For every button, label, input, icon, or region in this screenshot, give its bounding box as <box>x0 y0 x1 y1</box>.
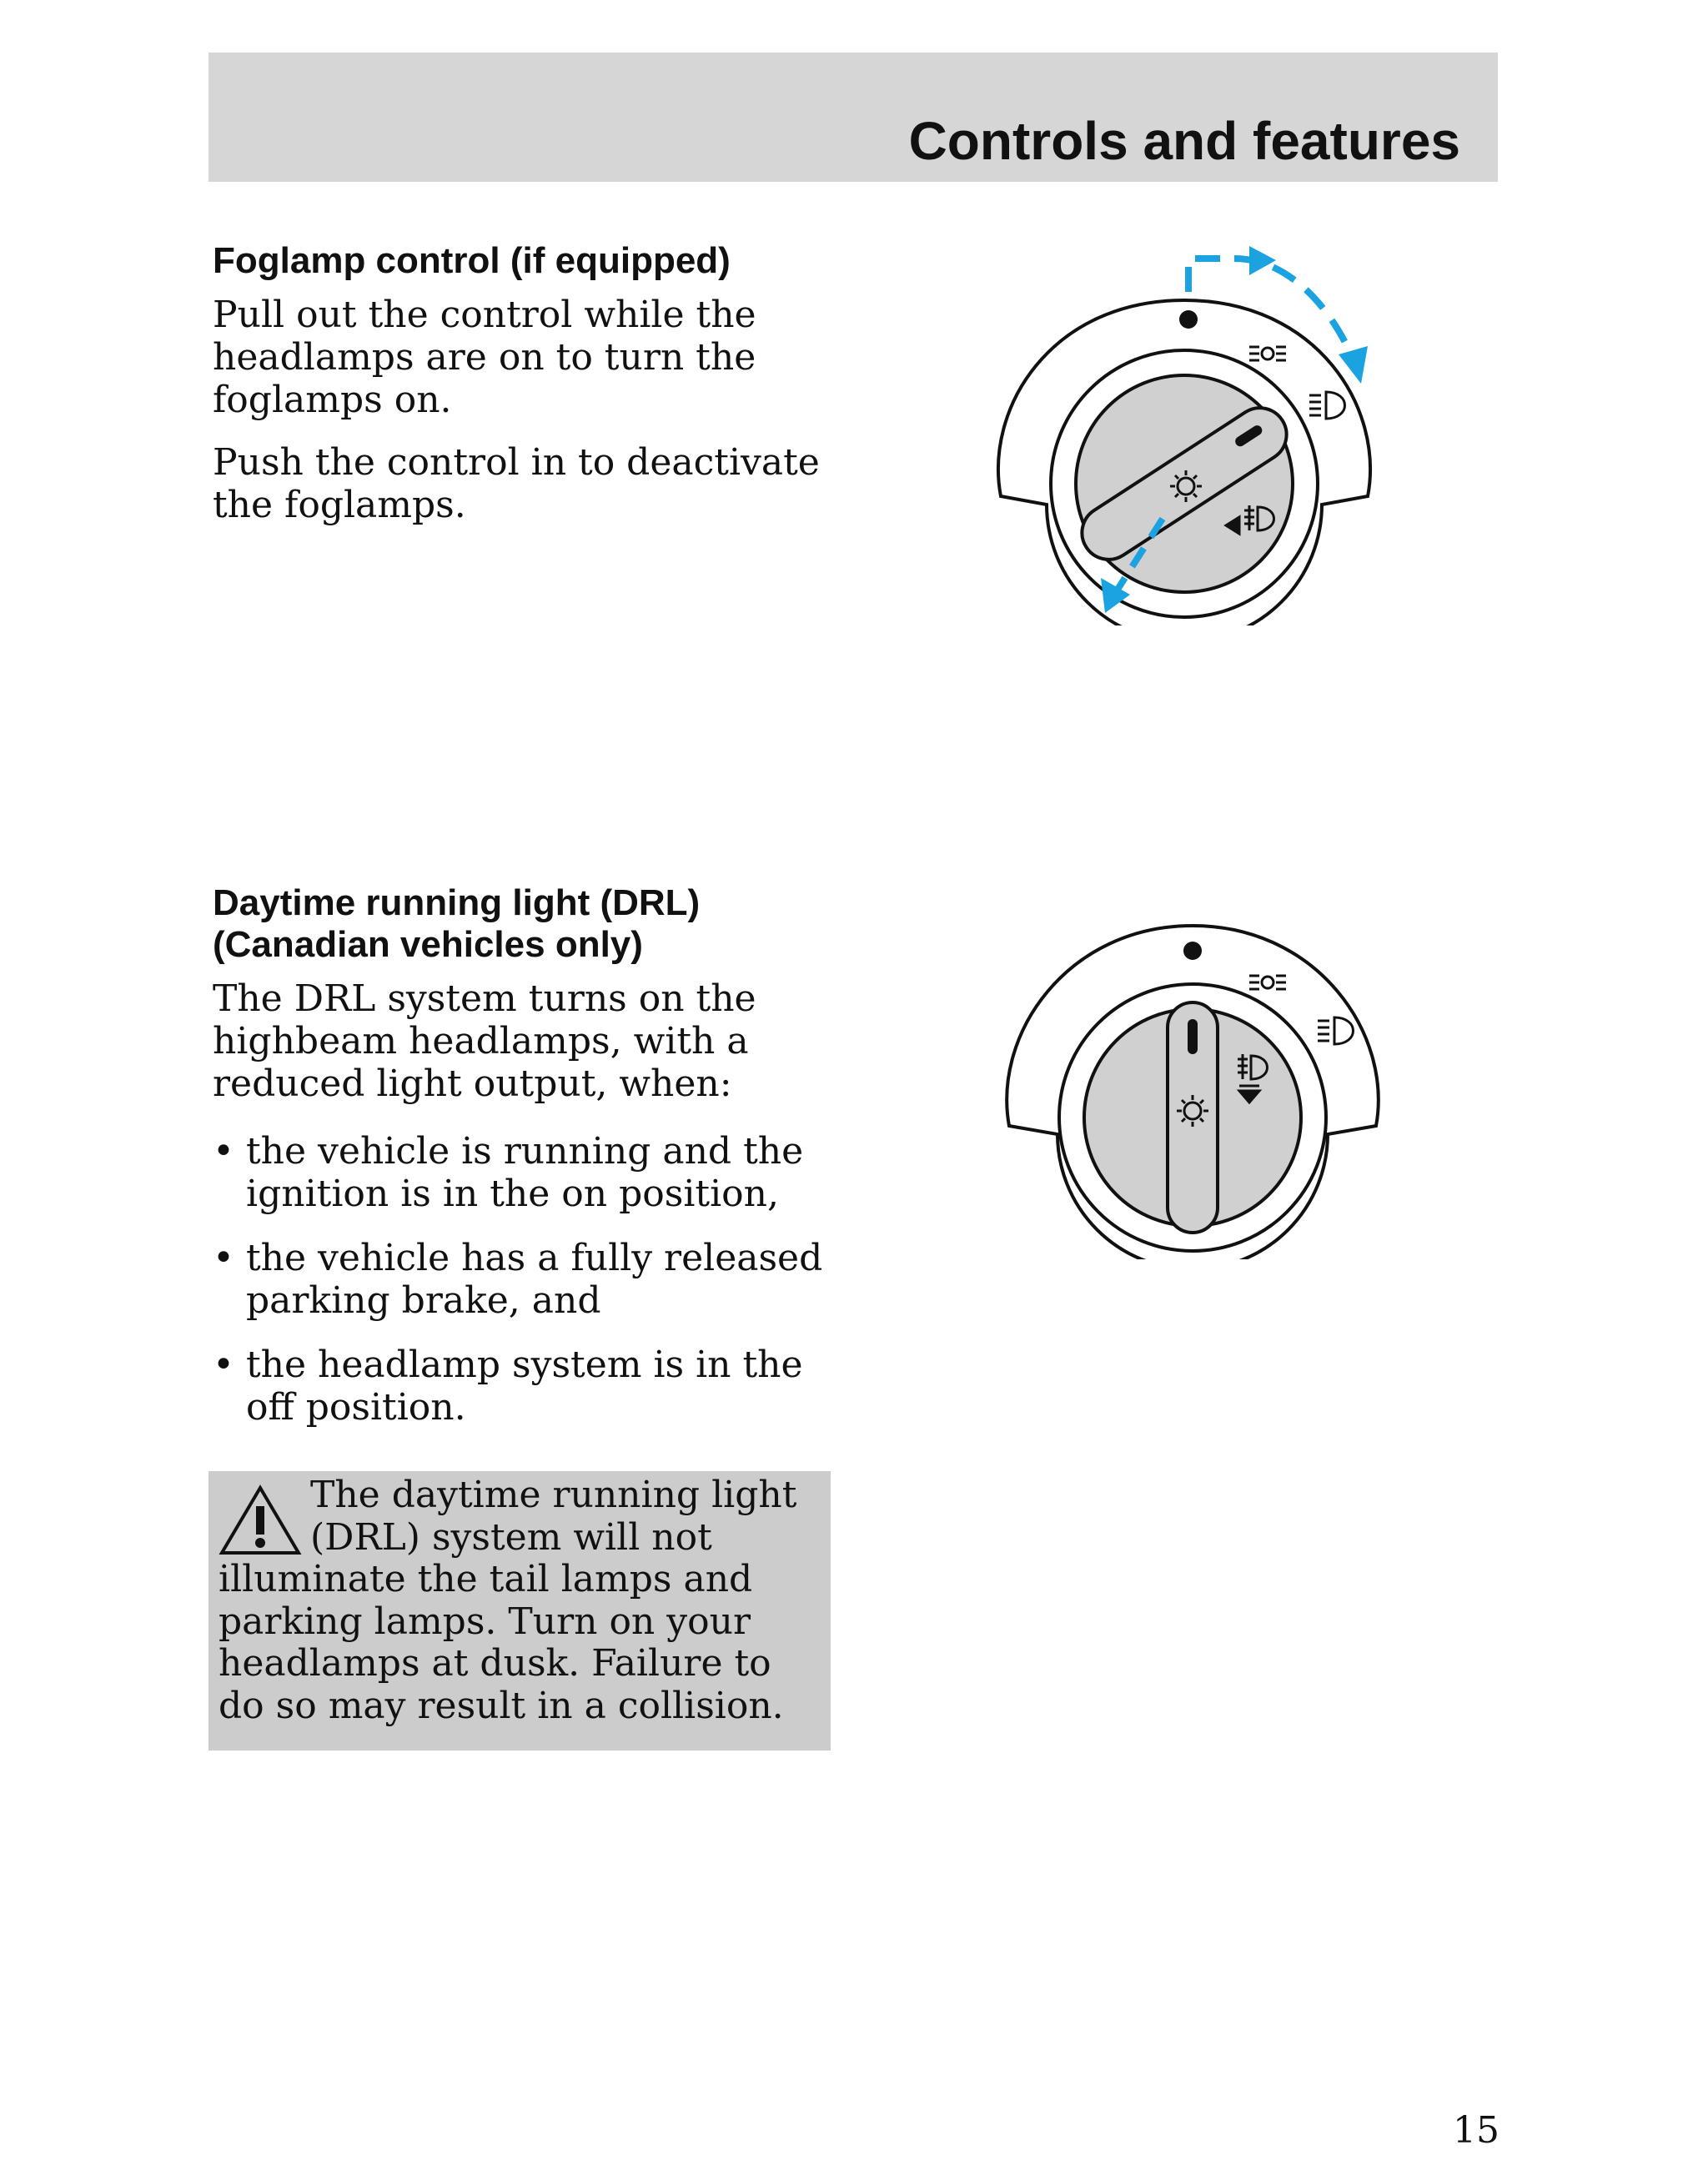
warning-triangle-icon <box>219 1484 302 1556</box>
drl-heading-line-2: (Canadian vehicles only) <box>213 924 643 965</box>
list-item-text: the vehicle is running and the ignition is in the on position, <box>246 1130 804 1215</box>
foglamp-paragraph-1: Pull out the control while the headlamps are on to turn the foglamps on. <box>213 294 756 421</box>
foglamp-heading: Foglamp control (if equipped) <box>213 240 731 281</box>
warning-text-block <box>219 1474 819 1727</box>
page-title: Controls and features <box>908 111 1460 171</box>
list-item: • the headlamp system is in the off position. <box>213 1344 803 1429</box>
warning-box <box>208 1471 831 1751</box>
drl-headlamp-control-figure <box>992 909 1409 1259</box>
list-item: • the vehicle has a fully released parking brake, and <box>213 1237 823 1322</box>
foglamp-section <box>213 240 846 546</box>
foglamp-paragraph-2: Push the control in to deactivate the foglamps. <box>213 441 820 526</box>
arrow-head-icon <box>1249 246 1276 275</box>
warning-text: The daytime running light (DRL) system will not illuminate the tail lamps and parking lamps. Turn on your headlamps at dusk. Failure to do so may result in a collision. <box>219 1474 797 1727</box>
page-number: 15 <box>1453 2109 1500 2152</box>
list-item-text: the vehicle has a fully released parking brake, and <box>246 1237 823 1322</box>
drl-conditions-list <box>213 1130 846 1429</box>
header-bar <box>208 53 1498 182</box>
drl-intro: The DRL system turns on the highbeam headlamps, with a reduced light output, when: <box>213 977 756 1105</box>
drl-section <box>213 882 846 1450</box>
foglamp-control-figure <box>984 242 1401 625</box>
list-item-text: the headlamp system is in the off position. <box>246 1344 803 1429</box>
drl-heading-line-1: Daytime running light (DRL) <box>213 882 701 923</box>
list-item: • the vehicle is running and the ignition is in the on position, <box>213 1130 804 1215</box>
